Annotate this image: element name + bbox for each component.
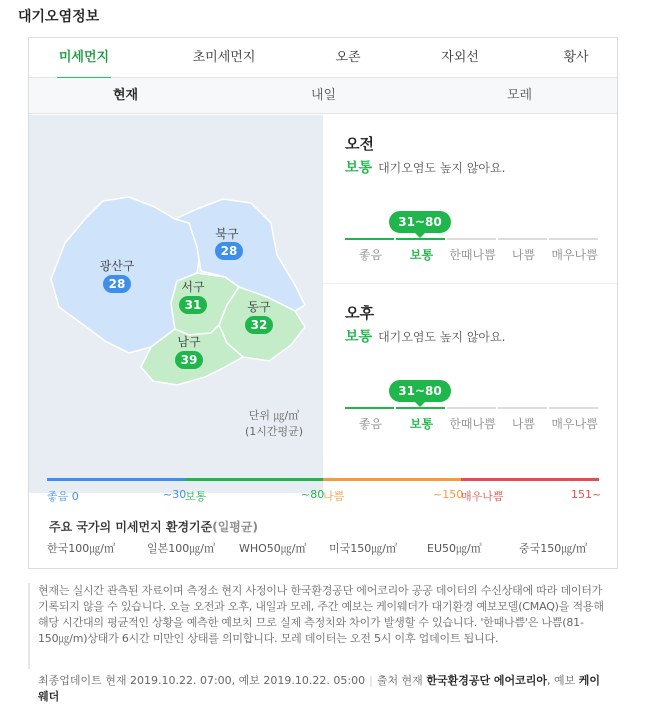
district-value-nam[interactable]: 39 xyxy=(175,351,203,369)
district-map xyxy=(29,115,323,493)
pm-status-line xyxy=(345,326,505,346)
legend-good: 좋음 0 xyxy=(47,490,79,503)
pm-level-good: 좋음 xyxy=(358,417,383,431)
legend-bar-good xyxy=(47,478,185,481)
standards-subtitle: (일평균) xyxy=(212,520,258,534)
notice-bar xyxy=(28,583,30,669)
legend-very-bad-end: 151~ xyxy=(571,488,602,501)
pm-message: 대기오염도 높지 않아요. xyxy=(378,330,506,344)
unit-label: 단위 ㎍/㎥ xyxy=(248,409,300,422)
legend-color-bar xyxy=(47,478,599,481)
standard-eu: EU50㎍/㎥ xyxy=(427,542,482,555)
forecast-source-label: , 예보 xyxy=(547,674,576,687)
tab-ozone[interactable]: 오존 xyxy=(335,50,361,65)
pm-level-normal: 보통 xyxy=(409,417,434,431)
legend-good-end: ~30 xyxy=(163,488,187,501)
pollutant-tabs xyxy=(29,38,617,78)
tab-yellow-dust[interactable]: 황사 xyxy=(563,50,589,65)
tab-ultrafine-dust[interactable]: 초미세먼지 xyxy=(192,50,256,65)
legend-bar-normal xyxy=(185,478,323,481)
pm-level-scale xyxy=(345,380,597,440)
legend-bad: 나쁨 xyxy=(323,490,345,503)
standards-title xyxy=(49,518,258,535)
legend-bar-very-bad xyxy=(461,478,599,481)
legend-bar-bad xyxy=(323,478,461,481)
pm-status: 보통 xyxy=(345,329,373,345)
pm-level-very-bad: 매우나쁨 xyxy=(551,417,598,431)
am-status: 보통 xyxy=(345,160,373,176)
district-value-seo[interactable]: 31 xyxy=(179,296,207,314)
am-level-scale xyxy=(345,211,597,271)
am-level-normal: 보통 xyxy=(409,248,434,262)
update-separator: | xyxy=(369,674,373,687)
standard-usa: 미국150㎍/㎥ xyxy=(329,542,397,555)
tab-uv[interactable]: 자외선 xyxy=(441,50,479,65)
district-value-dong[interactable]: 32 xyxy=(245,316,273,334)
pm-level-temp-bad: 한때나쁨 xyxy=(449,417,496,431)
tab-day-after[interactable]: 모레 xyxy=(507,88,533,103)
pm-seg-normal xyxy=(396,407,445,409)
standard-who: WHO50㎍/㎥ xyxy=(239,542,307,555)
am-status-line xyxy=(345,157,505,177)
district-name-gwangsan: 광산구 xyxy=(99,259,135,273)
am-level-very-bad: 매우나쁨 xyxy=(551,248,598,262)
tab-tomorrow[interactable]: 내일 xyxy=(311,88,337,103)
am-seg-normal xyxy=(396,238,445,240)
am-level-good: 좋음 xyxy=(358,248,383,262)
unit-note xyxy=(239,408,309,440)
am-seg-very-bad xyxy=(549,238,598,240)
pm-range-bubble: 31~80 xyxy=(389,380,451,402)
legend-very-bad: 매우나쁨 xyxy=(461,490,504,503)
pm-title: 오후 xyxy=(345,304,374,322)
district-name-nam: 남구 xyxy=(177,335,201,349)
update-info xyxy=(38,673,604,705)
standards-title-text: 주요 국가의 미세먼지 환경기준 xyxy=(49,520,213,534)
district-name-dong: 동구 xyxy=(247,300,271,314)
standard-china: 중국150㎍/㎥ xyxy=(519,542,587,555)
update-text: 최종업데이트 현재 2019.10.22. 07:00, 예보 2019.10.22. 05:00 xyxy=(38,674,366,687)
am-range-bubble: 31~80 xyxy=(389,211,451,233)
standard-japan: 일본100㎍/㎥ xyxy=(147,542,215,555)
pm-seg-good xyxy=(345,407,394,409)
district-value-buk[interactable]: 28 xyxy=(215,242,243,260)
pm-seg-temp-bad xyxy=(447,407,496,409)
am-seg-bad xyxy=(498,238,547,240)
am-seg-temp-bad xyxy=(447,238,496,240)
standard-korea: 한국100㎍/㎥ xyxy=(47,542,115,555)
pm-seg-very-bad xyxy=(549,407,598,409)
am-seg-good xyxy=(345,238,394,240)
district-value-gwangsan[interactable]: 28 xyxy=(103,275,131,293)
page-title: 대기오염정보 xyxy=(18,9,100,25)
district-name-seo: 서구 xyxy=(181,280,205,294)
day-tabs xyxy=(29,78,617,114)
source-label: 출처 현재 xyxy=(376,674,423,687)
source-link-airkorea[interactable]: 한국환경공단 에어코리아 xyxy=(426,674,548,687)
pm-seg-bad xyxy=(498,407,547,409)
legend-normal-end: ~80 xyxy=(301,488,325,501)
source-link-kweather[interactable]: 케이웨더 xyxy=(38,674,601,703)
tab-fine-dust[interactable]: 미세먼지 xyxy=(57,38,111,78)
notice-text: 현재는 실시간 관측된 자료이며 측정소 현지 사정이나 한국환경공단 에어코리아 공공 데이터의 수신상태에 따라 데이터가 기록되지 않을 수 있습니다. 오늘 오전과 오후, 내일과 모레, 주간 예보는 케이웨더가 대기환경 예보모델(CMAQ)을 적용해 해당 시간대의 평균적인 상황을 예측한 예보치 므로 실제 측정치와 차이가 발생할 수 있습니다. '한때나쁨'은 나쁨(81-150㎍/m)상태가 6시간 미만인 상태를 의미합니다. 모레 데이터는 오전 5시 이후 업데이트 됩니다. xyxy=(38,584,604,645)
am-level-temp-bad: 한때나쁨 xyxy=(449,248,496,262)
am-level-bad: 나쁨 xyxy=(511,248,536,262)
am-message: 대기오염도 높지 않아요. xyxy=(378,161,506,175)
tab-now[interactable]: 현재 xyxy=(113,88,139,103)
forecast-am xyxy=(323,115,617,283)
legend-normal: 보통 xyxy=(185,490,207,503)
district-name-buk: 북구 xyxy=(215,227,239,241)
legend-bad-end: ~150 xyxy=(433,488,464,501)
air-quality-card xyxy=(28,37,618,569)
pm-level-bad: 나쁨 xyxy=(511,417,536,431)
averaging-label: (1시간평균) xyxy=(244,425,304,438)
forecast-pm xyxy=(323,284,617,452)
am-title: 오전 xyxy=(345,135,374,153)
